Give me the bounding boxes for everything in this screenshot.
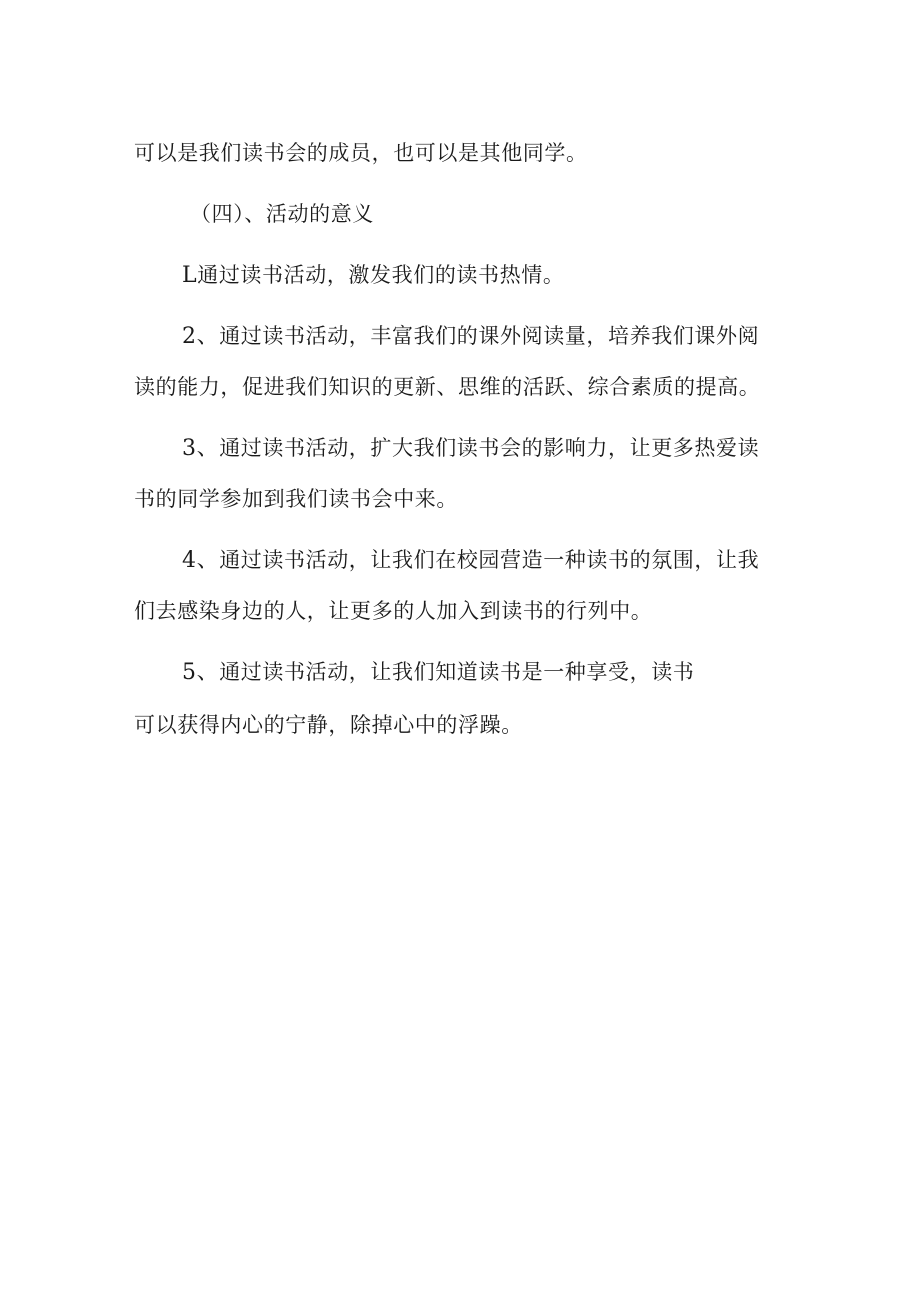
list-item-text: 通过读书活动，让我们在校园营造一种读书的氛围，让我 (219, 548, 760, 572)
list-item-1 (182, 260, 564, 291)
list-item-text: 通过读书活动，让我们知道读书是一种享受，读书 (219, 660, 695, 684)
list-item-5-continuation: 可以获得内心的宁静，除掉心中的浮躁。 (134, 713, 523, 737)
list-item-5 (182, 657, 694, 688)
list-item-4 (182, 545, 759, 576)
list-item-number: L (182, 263, 198, 288)
list-item-number: 5、 (182, 660, 220, 685)
section-heading: （四）、活动的意义 (190, 202, 374, 226)
list-item-3 (182, 433, 759, 464)
list-item-text: 通过读书活动，激发我们的读书热情。 (197, 263, 565, 287)
list-item-3-continuation: 书的同学参加到我们读书会中来。 (134, 487, 458, 511)
list-item-4-continuation: 们去感染身边的人，让更多的人加入到读书的行列中。 (134, 599, 653, 623)
list-item-number: 4、 (182, 548, 220, 573)
list-item-number: 3、 (182, 436, 220, 461)
list-item-text: 通过读书活动，扩大我们读书会的影响力，让更多热爱读 (219, 436, 760, 460)
list-item-number: 2、 (182, 324, 220, 349)
list-item-2-continuation: 读的能力，促进我们知识的更新、思维的活跃、综合素质的提高。 (134, 375, 761, 399)
list-item-2 (182, 321, 759, 352)
paragraph-continuation: 可以是我们读书会的成员，也可以是其他同学。 (134, 141, 588, 165)
list-item-text: 通过读书活动，丰富我们的课外阅读量，培养我们课外阅 (219, 324, 760, 348)
